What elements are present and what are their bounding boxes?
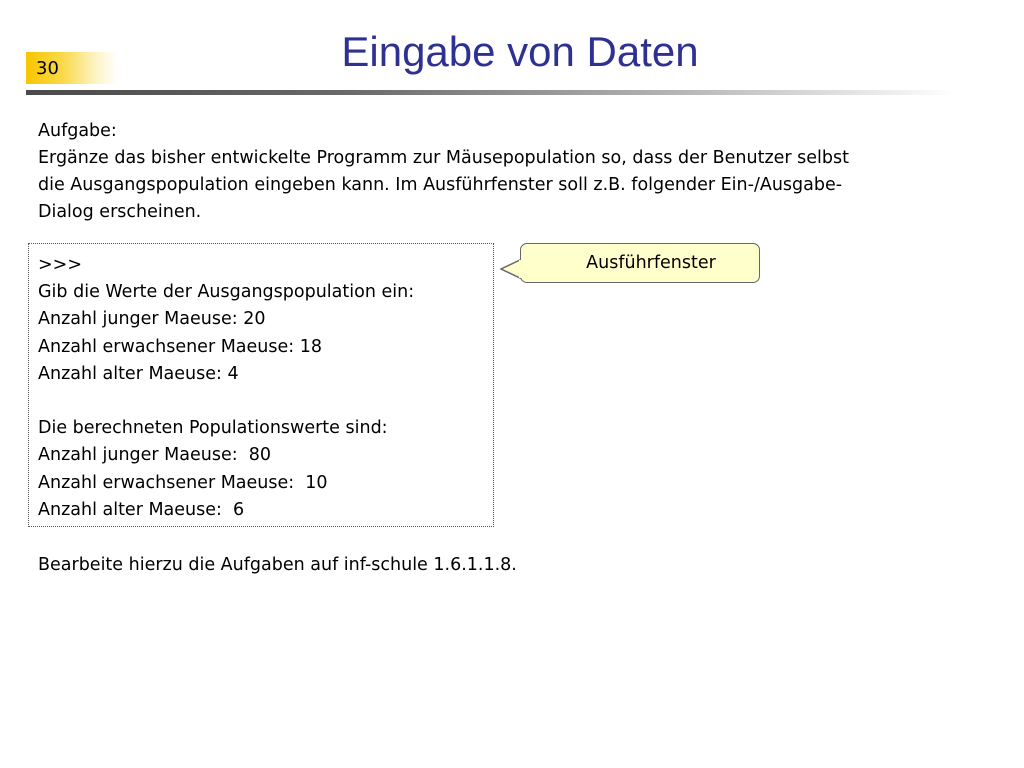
console-line: Anzahl erwachsener Maeuse: 18 <box>38 336 322 357</box>
console-line: Anzahl junger Maeuse: 20 <box>38 309 266 330</box>
console-prompt: >>> <box>38 255 82 275</box>
callout-label: Ausführfenster <box>586 253 716 273</box>
console-line: Die berechneten Populationswerte sind: <box>38 418 388 439</box>
task-line: die Ausgangspopulation eingeben kann. Im Ausführfenster soll z.B. folgender Ein-/Ausgabe- <box>38 175 843 195</box>
page-number-badge <box>26 52 118 84</box>
task-heading: Aufgabe: <box>38 121 117 141</box>
slide-title: Eingabe von Daten <box>341 28 699 75</box>
callout-bubble <box>520 243 760 283</box>
task-line: Ergänze das bisher entwickelte Programm zur Mäusepopulation so, dass der Benutzer selbst <box>38 148 849 168</box>
console-output-box <box>28 243 494 527</box>
console-lines <box>38 252 414 524</box>
console-line: Anzahl alter Maeuse: 6 <box>38 499 245 520</box>
footer-instruction: Bearbeite hierzu die Aufgaben auf inf-schule 1.6.1.1.8. <box>38 555 517 575</box>
console-line: Anzahl junger Maeuse: 80 <box>38 445 272 466</box>
console-line: Anzahl alter Maeuse: 4 <box>38 363 239 384</box>
task-description <box>38 118 978 226</box>
console-blank-line <box>38 388 414 415</box>
title-divider <box>26 90 956 95</box>
callout-pointer-join <box>519 260 523 280</box>
console-line: Gib die Werte der Ausgangspopulation ein: <box>38 282 415 303</box>
page-number: 30 <box>36 58 59 79</box>
console-line: Anzahl erwachsener Maeuse: 10 <box>38 472 328 493</box>
task-line: Dialog erscheinen. <box>38 202 202 222</box>
